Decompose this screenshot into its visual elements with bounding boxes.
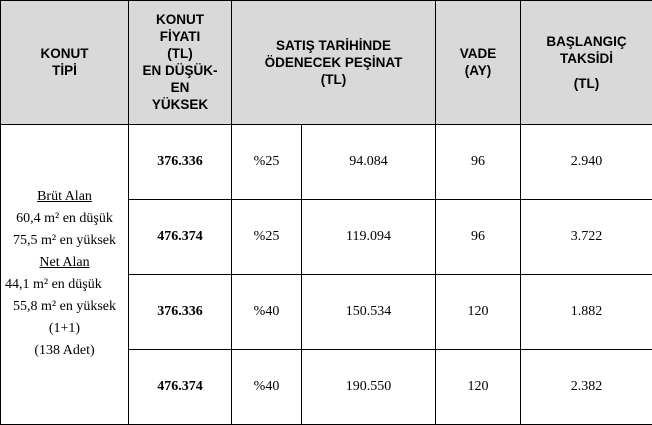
taksit-cell: 3.722 bbox=[521, 199, 652, 274]
pesinat-cell: 190.550 bbox=[302, 349, 436, 424]
taksit-cell: 2.382 bbox=[521, 349, 652, 424]
fiyat-cell: 376.336 bbox=[129, 124, 232, 199]
vade-cell: 120 bbox=[436, 274, 521, 349]
oran-cell: %40 bbox=[232, 349, 302, 424]
table-row bbox=[1, 124, 652, 199]
brut-max: 75,5 m² en yüksek bbox=[13, 233, 116, 249]
header-pesinat: SATIŞ TARİHİNDE ÖDENECEK PEŞİNAT (TL) bbox=[232, 1, 436, 125]
room-type: (1+1) bbox=[48, 321, 81, 337]
net-min: 44,1 m² en düşük bbox=[5, 277, 102, 293]
net-alan-label: Net Alan bbox=[39, 255, 90, 271]
taksit-cell: 1.882 bbox=[521, 274, 652, 349]
oran-cell: %25 bbox=[232, 199, 302, 274]
header-vade: VADE (AY) bbox=[436, 1, 521, 125]
taksit-cell: 2.940 bbox=[521, 124, 652, 199]
fiyat-cell: 476.374 bbox=[129, 199, 232, 274]
fiyat-cell: 476.374 bbox=[129, 349, 232, 424]
header-konut-tipi: KONUT TİPİ bbox=[1, 1, 129, 125]
brut-min: 60,4 m² en düşük bbox=[16, 211, 113, 227]
konut-tipi-cell bbox=[1, 124, 129, 424]
header-taksit: BAŞLANGIÇ TAKSİDİ (TL) bbox=[521, 1, 652, 125]
vade-cell: 96 bbox=[436, 124, 521, 199]
vade-cell: 96 bbox=[436, 199, 521, 274]
pesinat-cell: 119.094 bbox=[302, 199, 436, 274]
header-row bbox=[1, 1, 652, 125]
oran-cell: %40 bbox=[232, 274, 302, 349]
pesinat-cell: 94.084 bbox=[302, 124, 436, 199]
net-max: 55,8 m² en yüksek bbox=[13, 299, 116, 315]
vade-cell: 120 bbox=[436, 349, 521, 424]
fiyat-cell: 376.336 bbox=[129, 274, 232, 349]
pesinat-cell: 150.534 bbox=[302, 274, 436, 349]
brut-alan-label: Brüt Alan bbox=[37, 189, 92, 205]
unit-count: (138 Adet) bbox=[34, 343, 95, 359]
header-konut-fiyati: KONUT FİYATI (TL) EN DÜŞÜK- EN YÜKSEK bbox=[129, 1, 232, 125]
oran-cell: %25 bbox=[232, 124, 302, 199]
